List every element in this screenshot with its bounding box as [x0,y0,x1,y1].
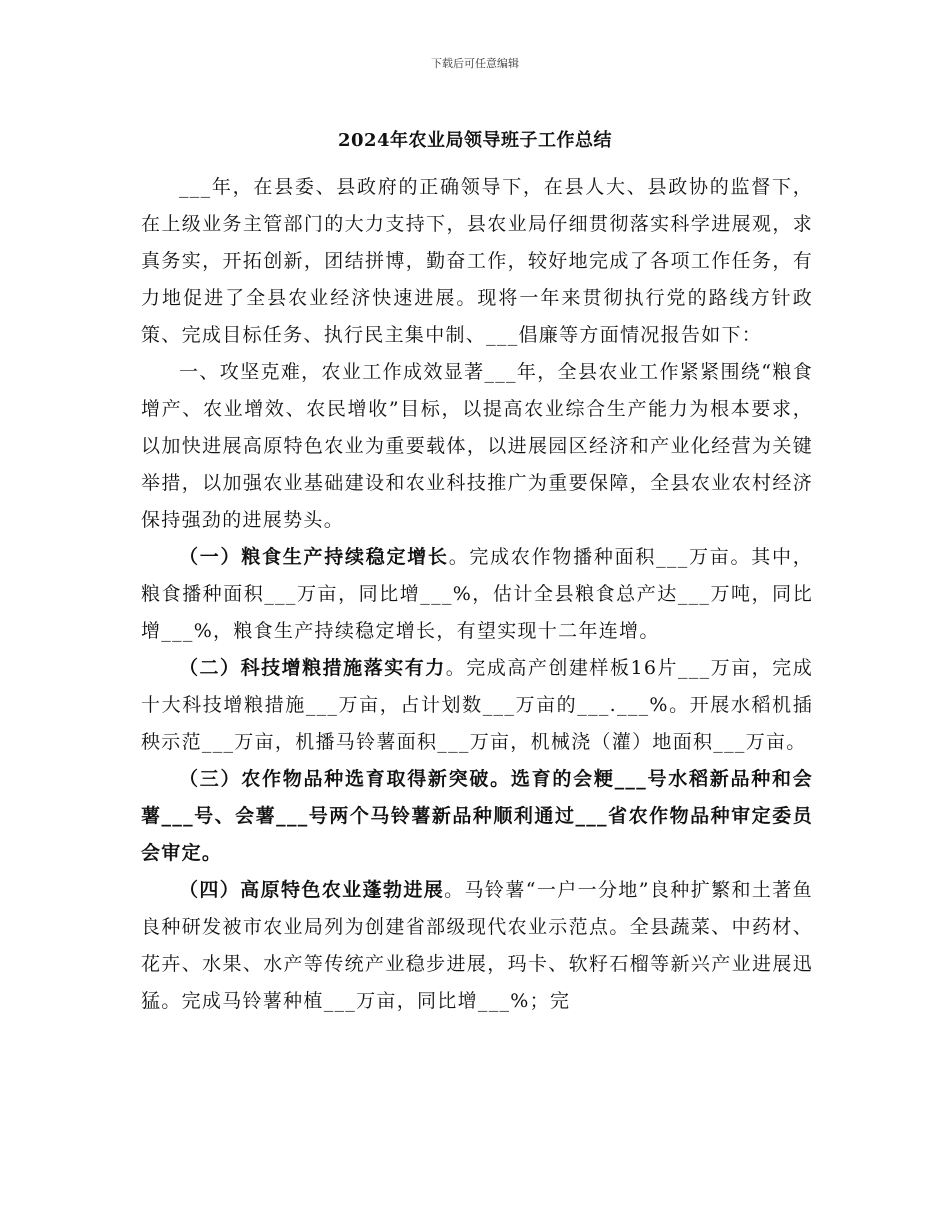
item-4-text: 。马铃薯“一户一分地”良种扩繁和土著鱼良种研发被市农业局列为创建省部级现代农业示范点。全县蔬菜、中药材、花卉、水果、水产等传统产业稳步进展，玛卡、软籽石榴等新兴产业进展迅猛。完成马铃薯种植___万亩，同比增___%；完 [141,879,813,1012]
item-1-heading: （一）粮食生产持续稳定增长 [179,546,449,568]
page-header-note: 下载后可任意编辑 [431,57,519,70]
item-2-paragraph [141,650,813,761]
item-3-paragraph: （三）农作物品种选育取得新突破。选育的会粳___号水稻新品种和会薯___号、会薯___号两个马铃薯新品种顺利通过___省农作物品种审定委员会审定。 [141,768,813,864]
section-1-paragraph: 一、攻坚克难，农业工作成效显著___年，全县农业工作紧紧围绕“粮食增产、农业增效、农民增收”目标，以提高农业综合生产能力为根本要求，以加快进展高原特色农业为重要载体，以进展园区经济和产业化经营为关键举措，以加强农业基础建设和农业科技推广为重要保障，全县农业农村经济保持强劲的进展势头。 [141,361,813,531]
item-2-heading: （二）科技增粮措施落实有力 [179,657,446,679]
intro-paragraph: ___年，在县委、县政府的正确领导下，在县人大、县政协的监督下，在上级业务主管部门的大力支持下，县农业局仔细贯彻落实科学进展观，求真务实，开拓创新，团结拼博，勤奋工作，较好地完成了各项工作任务，有力地促进了全县农业经济快速进展。现将一年来贯彻执行党的路线方针政策、完成目标任务、执行民主集中制、___倡廉等方面情况报告如下： [141,176,813,346]
item-1-text: 。完成农作物播种面积___万亩。其中，粮食播种面积___万亩，同比增___%，估计全县粮食总产达___万吨，同比增___%，粮食生产持续稳定增长，有望实现十二年连增。 [141,546,814,642]
item-1-paragraph [141,539,813,650]
item-4-heading: （四）高原特色农业蓬勃进展 [179,879,445,901]
item-2-text: 。完成高产创建样板16片___万亩，完成十大科技增粮措施___万亩，占计划数___万亩的___.___%。开展水稻机插秧示范___万亩，机播马铃薯面积___万亩，机械浇（灌）地面积___万亩。 [141,657,813,753]
document-title: 2024年农业局领导班子工作总结 [337,130,613,151]
document-body [141,169,813,1020]
item-4-paragraph [141,872,813,1020]
